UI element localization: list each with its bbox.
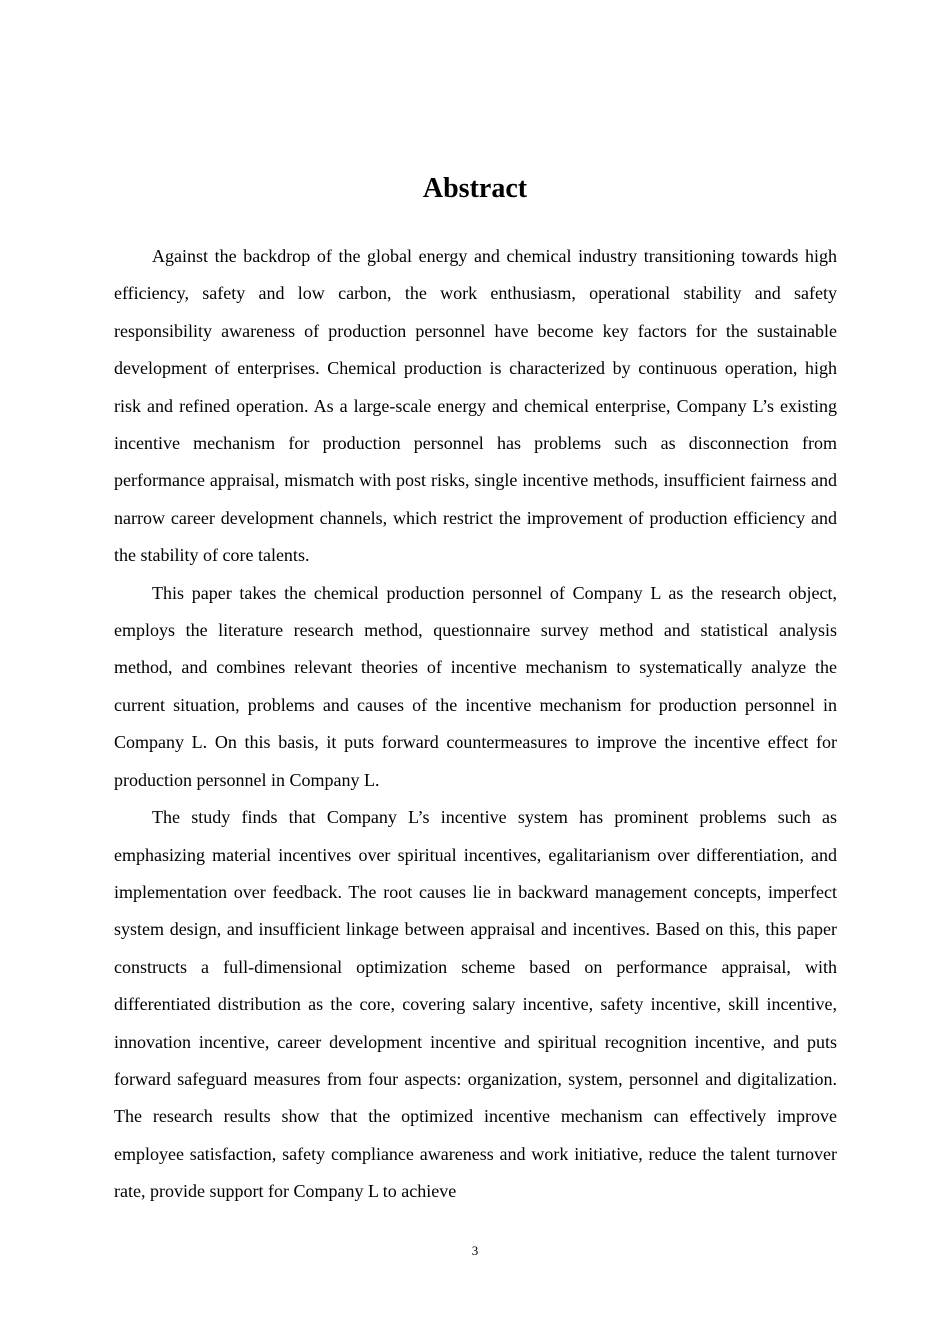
page-title: Abstract xyxy=(422,173,528,204)
abstract-paragraph-1: Against the backdrop of the global energy and chemical industry transitioning towards high efficiency, safety and low carbon, the work enthusiasm, operational stability and safety responsibility awareness of production personnel have become key factors for the sustainable development of enterprises. Chemical production is characterized by continuous operation, high risk and refined operation. As a large-scale energy and chemical enterprise, Company L’s existing incentive mechanism for production personnel has problems such as disconnection from performance appraisal, mismatch with post risks, single incentive methods, insufficient fairness and narrow career development channels, which restrict the improvement of production efficiency and the stability of core talents. xyxy=(114,246,837,566)
abstract-body xyxy=(114,238,837,1211)
abstract-paragraph-2: This paper takes the chemical production personnel of Company L as the research object, employs the literature research method, questionnaire survey method and statistical analysis method, and combines relevant theories of incentive mechanism to systematically analyze the current situation, problems and causes of the incentive mechanism for production personnel in Company L. On this basis, it puts forward countermeasures to improve the incentive effect for production personnel in Company L. xyxy=(114,582,837,790)
page-number: 3 xyxy=(471,1243,479,1258)
abstract-paragraph-3: The study finds that Company L’s incentive system has prominent problems such as emphasizing material incentives over spiritual incentives, egalitarianism over differentiation, and implementation over feedback. The root causes lie in backward management concepts, imperfect system design, and insufficient linkage between appraisal and incentives. Based on this, this paper constructs a full-dimensional optimization scheme based on performance appraisal, with differentiated distribution as the core, covering salary incentive, safety incentive, skill incentive, innovation incentive, career development incentive and spiritual recognition incentive, and puts forward safeguard measures from four aspects: organization, system, personnel and digitalization. The research results show that the optimized incentive mechanism can effectively improve employee satisfaction, safety compliance awareness and work initiative, reduce the talent turnover rate, provide support for Company L to achieve xyxy=(114,807,837,1202)
